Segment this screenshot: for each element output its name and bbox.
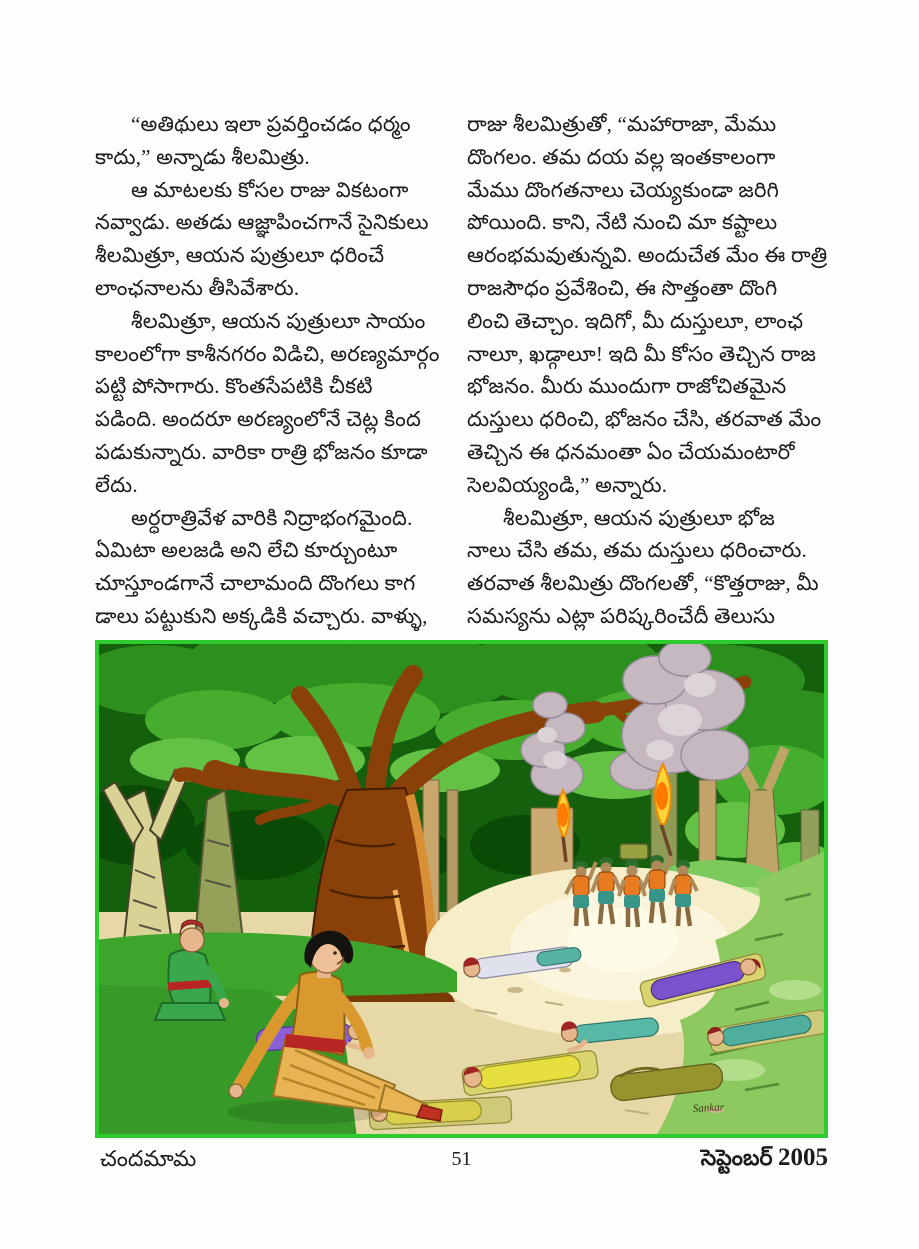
text-line: సమస్యను ఎట్లా పరిష్కరించేదీ తెలుసు xyxy=(467,603,776,628)
text-line: కాదు,” అన్నాడు శీలమిత్రు. xyxy=(95,144,310,169)
text-line: దుస్తులు ధరించి, భోజనం చేసి, తరవాత మేం xyxy=(467,407,822,432)
text-line: ఆరంభమవుతున్నవి. అందుచేత మేం ఈ రాత్రి xyxy=(467,243,828,268)
text-column-right xyxy=(467,108,829,633)
text-line: నవ్వాడు. అతడు ఆజ్ఞాపించగానే సైనికులు xyxy=(95,210,429,235)
text-line: కాలంలోగా కాశీనగరం విడిచి, అరణ్యమార్గం xyxy=(95,341,440,366)
magazine-name: చందమామ xyxy=(100,1146,197,1171)
text-line: లించి తెచ్చాం. ఇదిగో, మీ దుస్తులూ, లాంఛ xyxy=(467,308,804,333)
text-line: సెలవియ్యండి,” అన్నారు. xyxy=(467,472,668,497)
text-line: మేము దొంగతనాలు చెయ్యకుండా జరిగి xyxy=(467,177,780,202)
text-line: అర్ధరాత్రివేళ వారికి నిద్రాభంగమైంది. xyxy=(131,505,413,530)
text-line: శీలమిత్రూ, ఆయన పుత్రులూ భోజ xyxy=(503,505,775,530)
text-line: లాంఛనాలను తీసివేశారు. xyxy=(95,275,300,300)
text-line: ఏమిటా అలజడి అని లేచి కూర్చుంటూ xyxy=(95,538,398,563)
text-line: శీలమిత్రూ, ఆయన పుత్రులూ సాయం xyxy=(131,308,426,333)
page-footer xyxy=(95,1142,828,1182)
text-line: పట్టి పోసాగారు. కొంతసేపటికి చీకటి xyxy=(95,374,373,399)
issue-month: సెప్టెంబర్ xyxy=(700,1145,773,1170)
text-line: పడుకున్నారు. వారికా రాత్రి భోజనం కూడా xyxy=(95,439,428,464)
text-line: ఆ మాటలకు కోసల రాజు వికటంగా xyxy=(131,177,409,202)
text-line: శీలమిత్రూ, ఆయన పుత్రులూ ధరించే xyxy=(95,243,385,268)
story-illustration xyxy=(95,640,828,1138)
text-line: భోజనం. మీరు ముందుగా రాజోచితమైన xyxy=(467,374,787,399)
artist-signature: Sankar xyxy=(692,1101,725,1115)
text-line: లేదు. xyxy=(95,472,138,497)
page-number: 51 xyxy=(451,1148,472,1170)
text-line: నాలు చేసి తమ, తమ దుస్తులు ధరించారు. xyxy=(467,538,807,563)
issue-year: 2005 xyxy=(778,1144,828,1171)
issue-date xyxy=(701,1144,828,1176)
text-line: “అతిథులు ఇలా ప్రవర్తించడం ధర్మం xyxy=(131,112,411,136)
text-line: పడింది. అందరూ అరణ్యంలోనే చెట్ల కింద xyxy=(95,407,421,432)
text-line: నాలూ, ఖడ్గాలూ! ఇది మీ కోసం తెచ్చిన రాజ xyxy=(467,341,816,366)
text-line: దొంగలం. తమ దయ వల్ల ఇంతకాలంగా xyxy=(467,144,776,169)
text-column-left xyxy=(95,108,457,633)
text-line: డాలు పట్టుకుని అక్కడికి వచ్చారు. వాళ్ళు, xyxy=(95,603,428,628)
text-line: చూస్తూండగానే చాలామంది దొంగలు కాగ xyxy=(95,571,416,596)
text-line: రాజు శీలమిత్రుతో, “మహారాజా, మేము xyxy=(467,112,777,136)
text-line: తెచ్చిన ఈ ధనమంతా ఏం చేయమంటారో xyxy=(467,439,795,464)
text-line: తరవాత శీలమిత్రు దొంగలతో, “కొత్తరాజు, మీ xyxy=(467,571,819,596)
text-line: పోయింది. కాని, నేటి నుంచి మా కష్టాలు xyxy=(467,210,778,235)
text-line: రాజసౌధం ప్రవేశించి, ఈ సొత్తంతా దొంగి xyxy=(467,275,778,300)
